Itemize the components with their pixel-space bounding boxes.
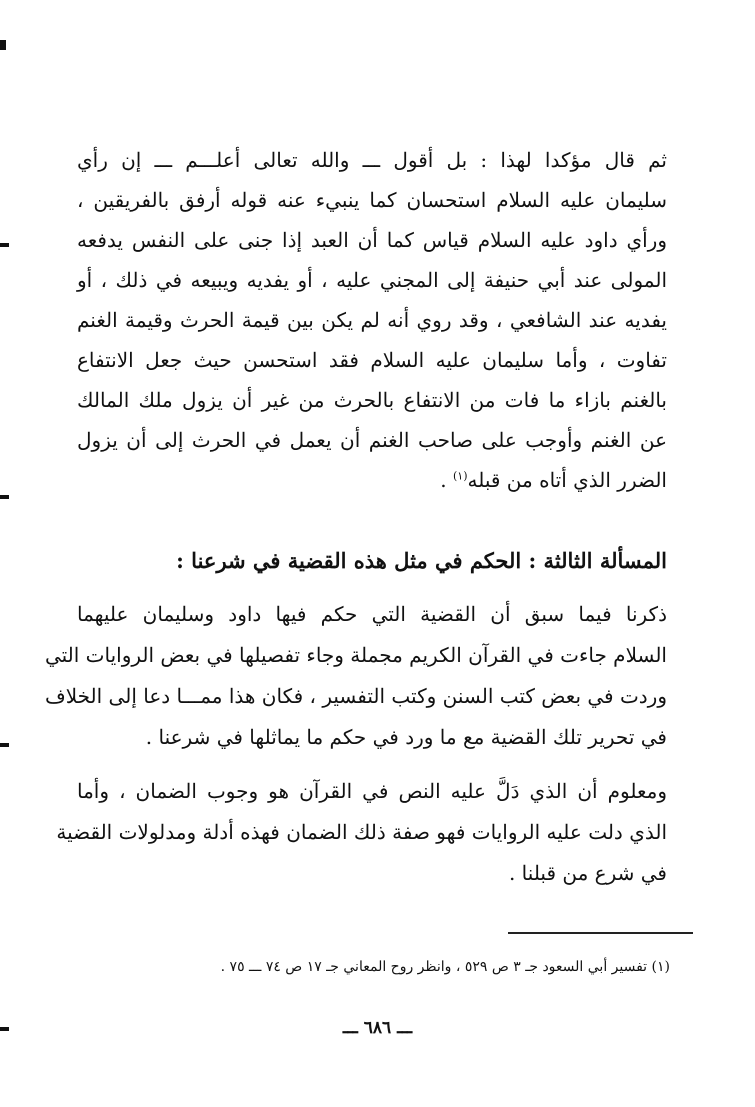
scan-edge-mark xyxy=(0,495,9,499)
footnote-reference[interactable]: (١) xyxy=(452,469,468,483)
scan-corner-mark xyxy=(0,40,6,50)
section-heading: المسألة الثالثة : الحكم في مثل هذه القضية في شرعنا : xyxy=(176,548,667,573)
text-line: تفاوت ، وأما سليمان عليه السلام فقد استحسن حيث جعل الانتفاع xyxy=(77,348,667,372)
text-line: المولى عند أبي حنيفة إلى المجني عليه ، أو يفديه ويبيعه في ذلك ، أو xyxy=(77,268,667,292)
text-line: ثم قال مؤكدا لهذا : بل أقول ـــ والله تعالى أعلـــم ـــ إن رأي xyxy=(77,148,667,172)
text-line: بالغنم بازاء ما فات من الانتفاع بالحرث من غير أن يزول ملك المالك xyxy=(77,388,667,412)
text-line: ومعلوم أن الذي دَلَّ عليه النص في القرآن هو وجوب الضمان ، وأما xyxy=(77,779,667,803)
text-line: في شرع من قبلنا . xyxy=(508,861,667,885)
scan-edge-mark xyxy=(0,743,9,747)
footnote-separator xyxy=(508,932,693,934)
text-line: ذكرنا فيما سبق أن القضية التي حكم فيها داود وسليمان عليهما xyxy=(77,602,667,626)
text-line xyxy=(77,466,667,494)
text-line: ورأي داود عليه السلام قياس كما أن العبد إذا جنى على النفس يدفعه xyxy=(77,228,667,252)
text-line: الذي دلت عليه الروايات فهو صفة ذلك الضمان فهذه أدلة ومدلولات القضية xyxy=(56,820,667,844)
footnote-text: تفسير أبي السعود جـ ٣ ص ٥٢٩ ، وانظر روح المعاني جـ ١٧ ص ٧٤ ـــ ٧٥ . xyxy=(220,959,648,975)
page-number: ـــ ٦٨٦ ـــ xyxy=(342,1018,413,1038)
scan-edge-mark xyxy=(0,243,9,247)
footnote-number: (١) xyxy=(651,959,670,975)
footnote xyxy=(221,956,670,978)
text-line: سليمان عليه السلام استحسان كما ينبيء عنه قوله أرفق بالفريقين ، xyxy=(77,188,667,212)
text-line: في تحرير تلك القضية مع ما ورد في حكم ما يماثلها في شرعنا . xyxy=(145,725,667,749)
sentence-end: . xyxy=(440,468,453,492)
text-line: يفديه عند الشافعي ، وقد روي أنه لم يكن بين قيمة الحرث وقيمة الغنم xyxy=(77,308,667,332)
text-line-content: الضرر الذي أتاه من قبله xyxy=(467,468,667,492)
text-line: عن الغنم وأوجب على صاحب الغنم أن يعمل في الحرث إلى أن يزول xyxy=(77,428,667,452)
text-line: وردت في بعض كتب السنن وكتب التفسير ، فكان هذا ممـــا دعا إلى الخلاف xyxy=(44,684,667,708)
text-line: السلام جاءت في القرآن الكريم مجملة وجاء تفصيلها في بعض الروايات التي xyxy=(44,643,667,667)
